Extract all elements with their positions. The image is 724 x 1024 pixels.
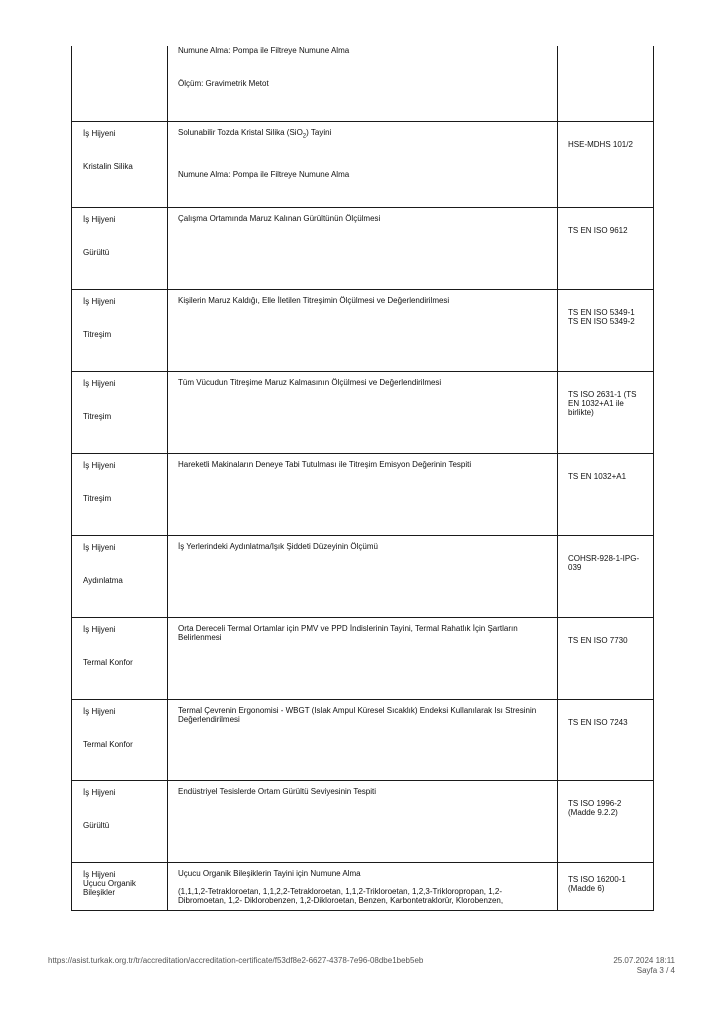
category-label: İş Hijyeni	[83, 378, 116, 388]
category-label: İş Hijyeni	[83, 460, 116, 470]
table-row	[72, 289, 654, 371]
standard-cell	[558, 699, 654, 780]
standard-text: TS EN ISO 5349-1	[568, 307, 635, 317]
standard-text: (Madde 6)	[568, 883, 605, 893]
method-text: Hareketli Makinaların Deneye Tabi Tutulması ile Titreşim Emisyon Değerinin Tespiti	[178, 459, 472, 469]
table-row	[72, 46, 654, 121]
category-label: İş Hijyeni	[83, 214, 116, 224]
category-cell	[72, 371, 168, 453]
table-row	[72, 699, 654, 780]
method-sampling-text: Numune Alma: Pompa ile Filtreye Numune Alma	[178, 169, 350, 179]
method-text: Ölçüm: Gravimetrik Metot	[178, 79, 269, 88]
method-cell	[168, 121, 558, 207]
method-cell	[168, 699, 558, 780]
standard-cell	[558, 780, 654, 862]
category-cell	[72, 535, 168, 617]
method-text: Endüstriyel Tesislerde Ortam Gürültü Seviyesinin Tespiti	[178, 786, 377, 796]
standard-text: 039	[568, 562, 582, 572]
method-cell	[168, 535, 558, 617]
standard-text: (Madde 9.2.2)	[568, 807, 618, 817]
method-cell	[168, 46, 558, 121]
category-cell	[72, 617, 168, 699]
method-cell	[168, 207, 558, 289]
table-row	[72, 121, 654, 207]
table-row	[72, 535, 654, 617]
category-cell	[72, 453, 168, 535]
standard-cell	[558, 289, 654, 371]
subcategory-label: Termal Konfor	[83, 657, 133, 667]
category-label: İş Hijyeni	[83, 624, 116, 634]
table-row	[72, 862, 654, 910]
subcategory-label: Termal Konfor	[83, 739, 133, 749]
standard-text: birlikte)	[568, 407, 594, 417]
category-label: İş Hijyeni	[83, 128, 116, 138]
standard-cell	[558, 617, 654, 699]
print-datetime: 25.07.2024 18:11	[613, 956, 675, 965]
table-row	[72, 617, 654, 699]
standard-text: EN 1032+A1 ile	[568, 398, 624, 408]
category-label: İş Hijyeni	[83, 542, 116, 552]
category-cell	[72, 207, 168, 289]
standard-text: HSE-MDHS 101/2	[568, 139, 633, 149]
method-text: Tüm Vücudun Titreşime Maruz Kalmasının Ölçülmesi ve Değerlendirilmesi	[178, 377, 442, 387]
subcategory-label: Titreşim	[83, 329, 112, 339]
subcategory-label: Bileşikler	[83, 887, 116, 897]
standard-text: TS EN ISO 7730	[568, 635, 628, 645]
method-cell	[168, 780, 558, 862]
subcategory-label: Aydınlatma	[83, 575, 123, 585]
method-cell	[168, 617, 558, 699]
standard-cell	[558, 46, 654, 121]
method-detail-text: Dibromoetan, 1,2- Diklorobenzen, 1,2-Dikloroetan, Benzen, Karbontetraklorür, Klorobenzen,	[178, 895, 504, 905]
standard-cell	[558, 862, 654, 910]
category-cell	[72, 289, 168, 371]
table-row	[72, 207, 654, 289]
standard-text: TS EN ISO 7243	[568, 717, 628, 727]
method-text: Uçucu Organik Bileşiklerin Tayini için Numune Alma	[178, 868, 361, 878]
category-cell	[72, 46, 168, 121]
standard-cell	[558, 371, 654, 453]
standard-cell	[558, 121, 654, 207]
method-detail-text: (1,1,1,2-Tetrakloroetan, 1,1,2,2-Tetrakloroetan, 1,1,2-Trikloroetan, 1,2,3-Trikloropropan, 1,2-	[178, 886, 503, 896]
method-cell	[168, 453, 558, 535]
subcategory-label: Gürültü	[83, 247, 110, 257]
table-row	[72, 453, 654, 535]
subcategory-label: Titreşim	[83, 493, 112, 503]
method-cell	[168, 862, 558, 910]
table-row	[72, 371, 654, 453]
category-label: İş Hijyeni	[83, 296, 116, 306]
method-text: Belirlenmesi	[178, 632, 222, 642]
standard-cell	[558, 207, 654, 289]
category-label: İş Hijyeni	[83, 706, 116, 716]
category-label: İş Hijyeni	[83, 787, 116, 797]
method-text: Çalışma Ortamında Maruz Kalınan Gürültünün Ölçülmesi	[178, 213, 381, 223]
method-text: Değerlendirilmesi	[178, 714, 240, 724]
method-cell	[168, 371, 558, 453]
standard-text: TS ISO 1996-2	[568, 798, 622, 808]
method-cell	[168, 289, 558, 371]
method-text: Kişilerin Maruz Kaldığı, Elle İletilen Titreşimin Ölçülmesi ve Değerlendirilmesi	[178, 295, 450, 305]
method-text: Termal Çevrenin Ergonomisi - WBGT (Islak Ampul Küresel Sıcaklık) Endeksi Kullanılarak Isı Stresinin	[178, 705, 537, 715]
method-text: Solunabilir Tozda Kristal Silika (SiO$_2$) Tayini	[178, 127, 332, 140]
category-cell	[72, 699, 168, 780]
standard-text: COHSR-928-1-IPG-	[568, 553, 640, 563]
standard-text: TS EN ISO 9612	[568, 225, 628, 235]
standard-cell	[558, 535, 654, 617]
accreditation-scope-table	[71, 46, 654, 911]
method-text: İş Yerlerindeki Aydınlatma/Işık Şiddeti Düzeyinin Ölçümü	[178, 541, 378, 551]
category-cell	[72, 121, 168, 207]
standard-text: TS EN 1032+A1	[568, 471, 627, 481]
standard-text: TS ISO 16200-1	[568, 874, 626, 884]
category-cell	[72, 780, 168, 862]
category-label: İş Hijyeni	[83, 869, 116, 879]
subcategory-label: Uçucu Organik	[83, 878, 136, 888]
certificate-url[interactable]: https://asist.turkak.org.tr/tr/accreditation/accreditation-certificate/f53df8e2-6627-4378-7e96-08dbe1beb5eb	[48, 956, 424, 965]
standard-cell	[558, 453, 654, 535]
page-number: Sayfa 3 / 4	[636, 966, 675, 975]
subcategory-label: Kristalin Silika	[83, 161, 133, 171]
category-cell	[72, 862, 168, 910]
standard-text: TS ISO 2631-1 (TS	[568, 389, 637, 399]
table-row	[72, 780, 654, 862]
method-text: Orta Dereceli Termal Ortamlar için PMV ve PPD İndislerinin Tayini, Termal Rahatlık İçin Şartların	[178, 623, 518, 633]
standard-text: TS EN ISO 5349-2	[568, 316, 635, 326]
subcategory-label: Titreşim	[83, 411, 112, 421]
subcategory-label: Gürültü	[83, 820, 110, 830]
method-text: Numune Alma: Pompa ile Filtreye Numune Alma	[178, 46, 350, 55]
